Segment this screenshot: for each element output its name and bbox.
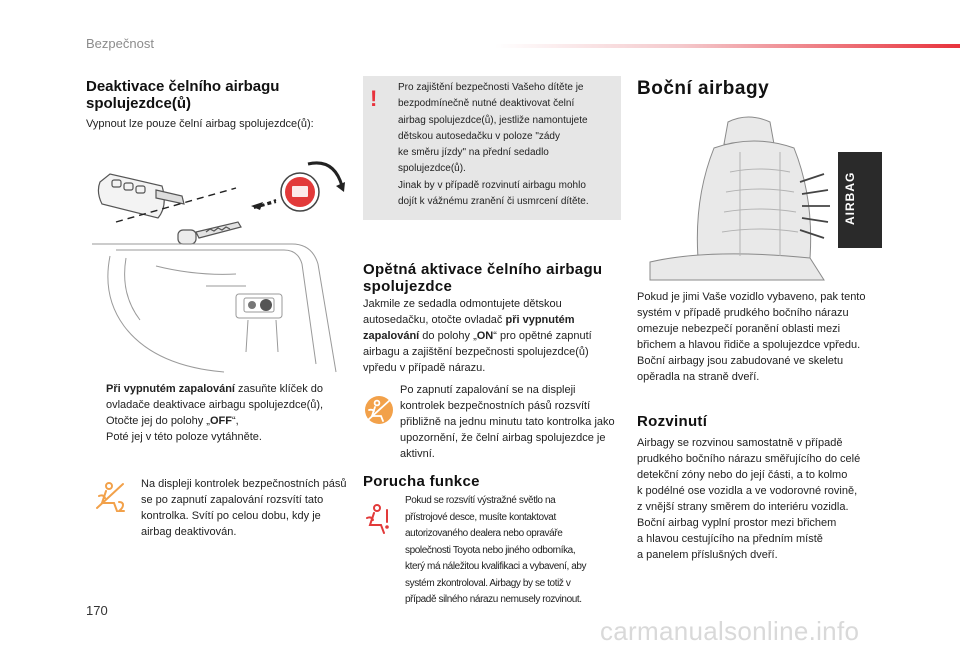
reactivation-text-bold1: při vypnutém zapalování (363, 314, 575, 342)
step-turn-off-bold: OFF (209, 415, 232, 427)
deployment-line: Airbagy se rozvinou samostatně v případě (637, 437, 843, 449)
deactivation-steps (86, 381, 341, 445)
warning-line: dojít k vážnému zranění či usmrcení dítěte. (398, 196, 589, 208)
malfunction-line: systém zkontroloval. Airbagy by se totiž v (405, 577, 571, 589)
step-insert-key-text: zasuňte klíček do ovladače deaktivace airbagu spolujezdce(ů), (106, 383, 324, 411)
side-line: Pokud je jimi Vaše vozidlo vybaveno, pak tento (637, 291, 866, 303)
airbag-label: AIRBAG (843, 171, 857, 225)
side-line: systém v případě prudkého bočního nárazu (637, 307, 849, 319)
glovebox-illustration (86, 236, 348, 374)
reactivation-text-post: “ pro opětné zapnutí airbagu a zajištění bezpečnosti spolujezdce(ů) vpředu v případě nárazu. (363, 330, 592, 374)
deactivation-note: Na displeji kontrolek bezpečnostních pásů se po zapnutí zapalování rozsvítí tato kontrolka. Svítí po celou dobu, kdy je airbag deaktivován. (141, 478, 347, 538)
warning-line: Pro zajištění bezpečnosti Vašeho dítěte je (398, 82, 584, 93)
malfunction-line: autorizovaného dealera nebo opraváře (405, 528, 563, 539)
malfunction-line: přístrojové desce, musíte kontaktovat (405, 511, 556, 523)
side-line: Boční airbagy jsou zabudované ve skeletu (637, 355, 844, 367)
deployment-line: z vnější strany směrem do interiéru vozidla. (637, 501, 849, 513)
side-airbags-heading: Boční airbagy (637, 78, 770, 99)
malfunction-line: společnosti Toyota nebo jiného odborníka, (405, 544, 576, 556)
side-airbags-text (637, 289, 897, 385)
warning-line: dětskou autosedačku v poloze "zády (398, 130, 560, 142)
deployment-text (637, 435, 902, 563)
step-turn-off-post: “, (231, 415, 239, 427)
page-number: 170 (86, 603, 108, 618)
deployment-heading: Rozvinutí (637, 413, 708, 430)
deployment-line: detekční zóny nebo do její části, a to kolmo (637, 469, 848, 481)
step-remove-key-text: Poté jej v této poloze vytáhněte. (106, 431, 262, 443)
deployment-line: prudkého bočního nárazu směřujícího do celé (637, 453, 861, 465)
deactivation-heading-line2: spolujezdce(ů) (86, 95, 192, 112)
side-line: opěradla na straně dveří. (637, 371, 760, 383)
reactivation-text-bold2: ON (476, 330, 494, 342)
warning-line: Jinak by v případě rozvinutí airbagu mohlo (398, 179, 586, 191)
reactivation-text-pre: Jakmile ze sedadla odmontujete dětskou autosedačku, otočte ovladač (363, 298, 562, 326)
deployment-line: a hlavou cestujícího na předním místě (637, 533, 823, 545)
step-insert-key-bold: Při vypnutém zapalování (106, 383, 235, 395)
side-line: omezuje nebezpečí poranění oblasti mezi (637, 323, 841, 335)
airbag-on-indicator-icon (364, 395, 394, 425)
malfunction-line: Pokud se rozsvítí výstražné světlo na (405, 495, 556, 506)
deactivation-heading-line1: Deaktivace čelního airbagu (86, 78, 280, 95)
step-turn-off (86, 413, 341, 429)
reactivation-heading-line2: spolujezdce (363, 278, 453, 295)
deployment-line: k podélné ose vozidla a ve vodorovné rovině, (637, 485, 858, 497)
deactivation-intro: Vypnout lze pouze čelní airbag spolujezdce(ů): (86, 118, 314, 130)
warning-line: bezpodmínečně nutné deaktivovat čelní (398, 98, 575, 110)
deployment-line: a panelem příslušných dveří. (637, 549, 778, 561)
malfunction-heading: Porucha funkce (363, 473, 480, 490)
warning-exclamation-icon: ! (370, 86, 378, 111)
malfunction-line: případě silného nárazu nemusely rozvinout. (405, 594, 582, 605)
warning-line: spolujezdce(ů). (398, 163, 466, 175)
airbag-fault-icon (365, 502, 399, 536)
side-line: břichem a hlavou řidiče a spolujezdce vpředu. (637, 339, 861, 351)
deployment-line: Boční airbag vyplní prostor mezi břichem (637, 517, 837, 529)
watermark: carmanualsonline.info (600, 616, 860, 646)
reactivation-note: Po zapnutí zapalování se na displeji kontrolek bezpečnostních pásů rozsvítí přibližně na jednu minutu tato kontrolka jako upozornění, že čelní airbag spolujezdce je aktivní. (400, 384, 615, 460)
header-accent-bar (495, 44, 960, 48)
warning-line: ke směru jízdy" na přední sedadlo (398, 147, 549, 159)
step-insert-key (86, 381, 341, 413)
airbag-off-indicator-icon (95, 480, 129, 514)
step-remove-key (86, 429, 341, 445)
malfunction-line: který má náležitou kvalifikaci a vybavení, aby (405, 561, 587, 572)
warning-line: airbag spolujezdce(ů), jestliže namontujete (398, 114, 588, 126)
reactivation-text-mid: do polohy „ (419, 330, 477, 342)
reactivation-heading (363, 261, 625, 295)
deactivation-heading (86, 78, 356, 112)
step-turn-off-pre: Otočte jej do polohy „ (106, 415, 210, 427)
warning-text (398, 80, 616, 210)
malfunction-text (405, 493, 623, 609)
reactivation-text (363, 296, 613, 376)
reactivation-heading-line1: Opětná aktivace čelního airbagu (363, 261, 603, 278)
section-title: Bezpečnost (86, 36, 154, 51)
